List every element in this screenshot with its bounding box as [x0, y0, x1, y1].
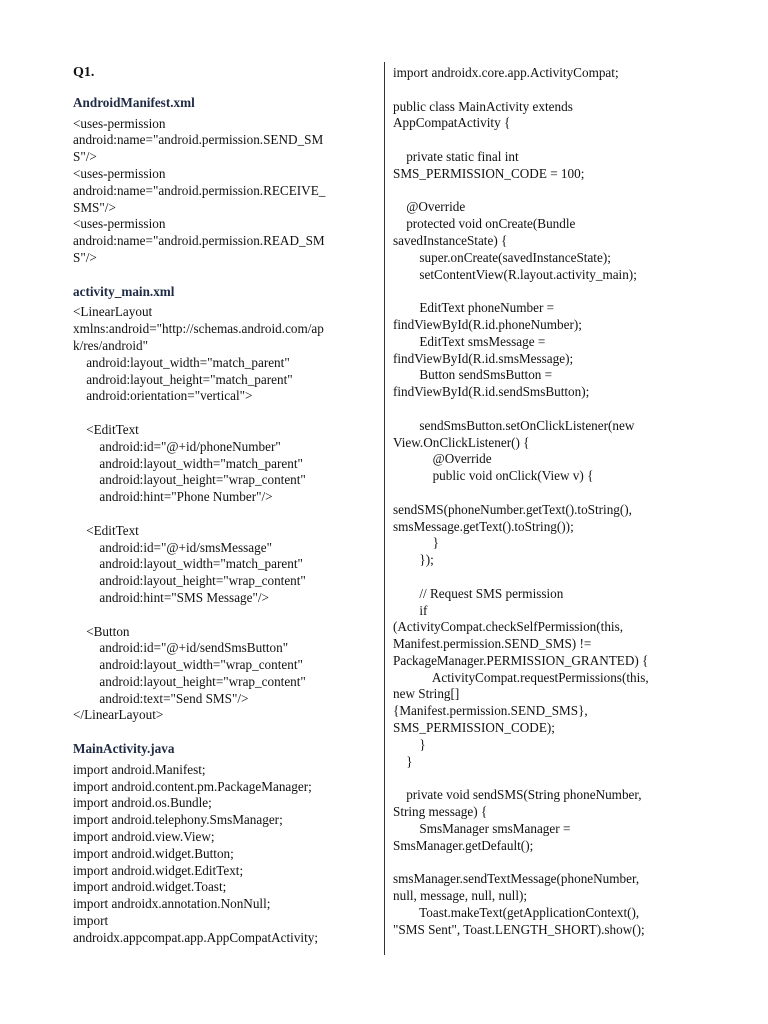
code-line: private void sendSMS(String phoneNumber,: [393, 787, 642, 803]
code-line: <EditText: [73, 522, 139, 538]
code-line: SMS"/>: [73, 199, 116, 215]
code-line: findViewById(R.id.sendSmsButton);: [393, 384, 590, 400]
code-line: import androidx.annotation.NonNull;: [73, 896, 271, 912]
blank-line: [393, 132, 703, 149]
code-line: Toast.makeText(getApplicationContext(),: [393, 904, 640, 920]
code-line: Manifest.permission.SEND_SMS) !=: [393, 636, 592, 652]
code-line: android:name="android.permission.READ_SM: [73, 233, 325, 249]
code-line: @Override: [393, 451, 492, 467]
code-line: @Override: [393, 199, 466, 215]
blank-line: [393, 854, 703, 871]
code-line: ActivityCompat.requestPermissions(this,: [393, 669, 649, 685]
code-line: }: [393, 736, 426, 752]
blank-line: [393, 770, 703, 787]
code-line: </LinearLayout>: [73, 707, 164, 723]
code-line: android:layout_height="wrap_content": [73, 673, 306, 689]
blank-line: [393, 569, 703, 586]
code-line: import android.widget.EditText;: [73, 862, 244, 878]
code-line: // Request SMS permission: [393, 585, 564, 601]
code-line: android:hint="Phone Number"/>: [73, 489, 273, 505]
code-line: android:text="Send SMS"/>: [73, 690, 249, 706]
code-line: sendSmsButton.setOnClickListener(new: [393, 417, 635, 433]
code-line: EditText phoneNumber =: [393, 300, 555, 316]
code-line: "SMS Sent", Toast.LENGTH_SHORT).show();: [393, 921, 645, 937]
code-line: null, message, null, null);: [393, 888, 528, 904]
code-line: k/res/android": [73, 337, 148, 353]
left-column-lines: [73, 95, 373, 947]
section-heading: MainActivity.java: [73, 741, 175, 757]
code-line: savedInstanceState) {: [393, 232, 508, 248]
code-line: android:id="@+id/smsMessage": [73, 539, 272, 555]
blank-line: [73, 405, 373, 422]
code-line: <uses-permission: [73, 216, 166, 232]
code-line: android:hint="SMS Message"/>: [73, 589, 269, 605]
code-line: {Manifest.permission.SEND_SMS},: [393, 703, 588, 719]
blank-line: [393, 401, 703, 418]
column-divider: [384, 62, 385, 955]
code-line: smsManager.sendTextMessage(phoneNumber,: [393, 871, 640, 887]
code-line: String message) {: [393, 804, 488, 820]
code-line: if: [393, 602, 428, 618]
code-line: S"/>: [73, 249, 97, 265]
code-line: sendSMS(phoneNumber.getText().toString(),: [393, 501, 632, 517]
code-line: android:layout_width="match_parent": [73, 556, 303, 572]
blank-line: [73, 724, 373, 741]
code-line: EditText smsMessage =: [393, 333, 546, 349]
blank-line: [393, 283, 703, 300]
blank-line: [393, 485, 703, 502]
code-line: android:name="android.permission.SEND_SM: [73, 132, 324, 148]
question-label: Q1.: [73, 65, 95, 80]
code-line: android:orientation="vertical">: [73, 388, 253, 404]
code-line: androidx.appcompat.app.AppCompatActivity;: [73, 929, 319, 945]
code-line: android:id="@+id/phoneNumber": [73, 438, 281, 454]
code-line: android:id="@+id/sendSmsButton": [73, 640, 289, 656]
left-column: [73, 65, 373, 947]
blank-line: [73, 506, 373, 523]
code-line: smsMessage.getText().toString());: [393, 518, 574, 534]
code-line: import androidx.core.app.ActivityCompat;: [393, 65, 619, 80]
code-line: android:layout_height="wrap_content": [73, 472, 306, 488]
code-line: SmsManager.getDefault();: [393, 837, 534, 853]
code-line: xmlns:android="http://schemas.android.com/ap: [73, 321, 324, 337]
code-line: findViewById(R.id.phoneNumber);: [393, 316, 582, 332]
code-line: findViewById(R.id.smsMessage);: [393, 350, 574, 366]
code-line: import android.os.Bundle;: [73, 795, 212, 811]
code-line: <uses-permission: [73, 115, 166, 131]
blank-line: [73, 607, 373, 624]
code-line: S"/>: [73, 149, 97, 165]
code-line: });: [393, 552, 434, 568]
code-line: <EditText: [73, 421, 139, 437]
code-line: android:layout_height="wrap_content": [73, 573, 306, 589]
code-line: android:layout_width="wrap_content": [73, 657, 303, 673]
code-line: super.onCreate(savedInstanceState);: [393, 249, 611, 265]
code-line: protected void onCreate(Bundle: [393, 216, 576, 232]
code-line: SMS_PERMISSION_CODE);: [393, 720, 555, 736]
blank-line: [73, 267, 373, 284]
code-line: setContentView(R.layout.activity_main);: [393, 266, 637, 282]
blank-line: [393, 82, 703, 99]
code-line: <Button: [73, 623, 130, 639]
code-line: android:name="android.permission.RECEIVE_: [73, 182, 326, 198]
code-line: SmsManager smsManager =: [393, 820, 571, 836]
code-line: import android.widget.Button;: [73, 845, 234, 861]
code-line: <LinearLayout: [73, 304, 153, 320]
code-line: import: [73, 913, 109, 929]
code-line: import android.content.pm.PackageManager;: [73, 778, 312, 794]
code-line: import android.widget.Toast;: [73, 879, 227, 895]
code-line: import android.telephony.SmsManager;: [73, 812, 283, 828]
code-line: private static final int: [393, 148, 519, 164]
code-line: import android.view.View;: [73, 829, 215, 845]
right-column: [393, 65, 703, 938]
code-line: }: [393, 753, 413, 769]
code-line: PackageManager.PERMISSION_GRANTED) {: [393, 652, 649, 668]
code-line: android:layout_width="match_parent": [73, 455, 303, 471]
code-line: View.OnClickListener() {: [393, 434, 530, 450]
code-line: (ActivityCompat.checkSelfPermission(this,: [393, 619, 624, 635]
section-heading: AndroidManifest.xml: [73, 94, 195, 110]
code-line: }: [393, 535, 439, 551]
code-line: AppCompatActivity {: [393, 115, 511, 131]
code-line: android:layout_width="match_parent": [73, 354, 290, 370]
code-line: import android.Manifest;: [73, 761, 206, 777]
code-line: Button sendSmsButton =: [393, 367, 553, 383]
right-column-lines: [393, 65, 703, 938]
code-line: SMS_PERMISSION_CODE = 100;: [393, 165, 585, 181]
code-line: new String[]: [393, 686, 460, 702]
section-heading: activity_main.xml: [73, 283, 175, 299]
code-line: public void onClick(View v) {: [393, 468, 594, 484]
code-line: android:layout_height="match_parent": [73, 371, 293, 387]
blank-line: [393, 183, 703, 200]
code-line: <uses-permission: [73, 165, 166, 181]
code-line: public class MainActivity extends: [393, 98, 573, 114]
